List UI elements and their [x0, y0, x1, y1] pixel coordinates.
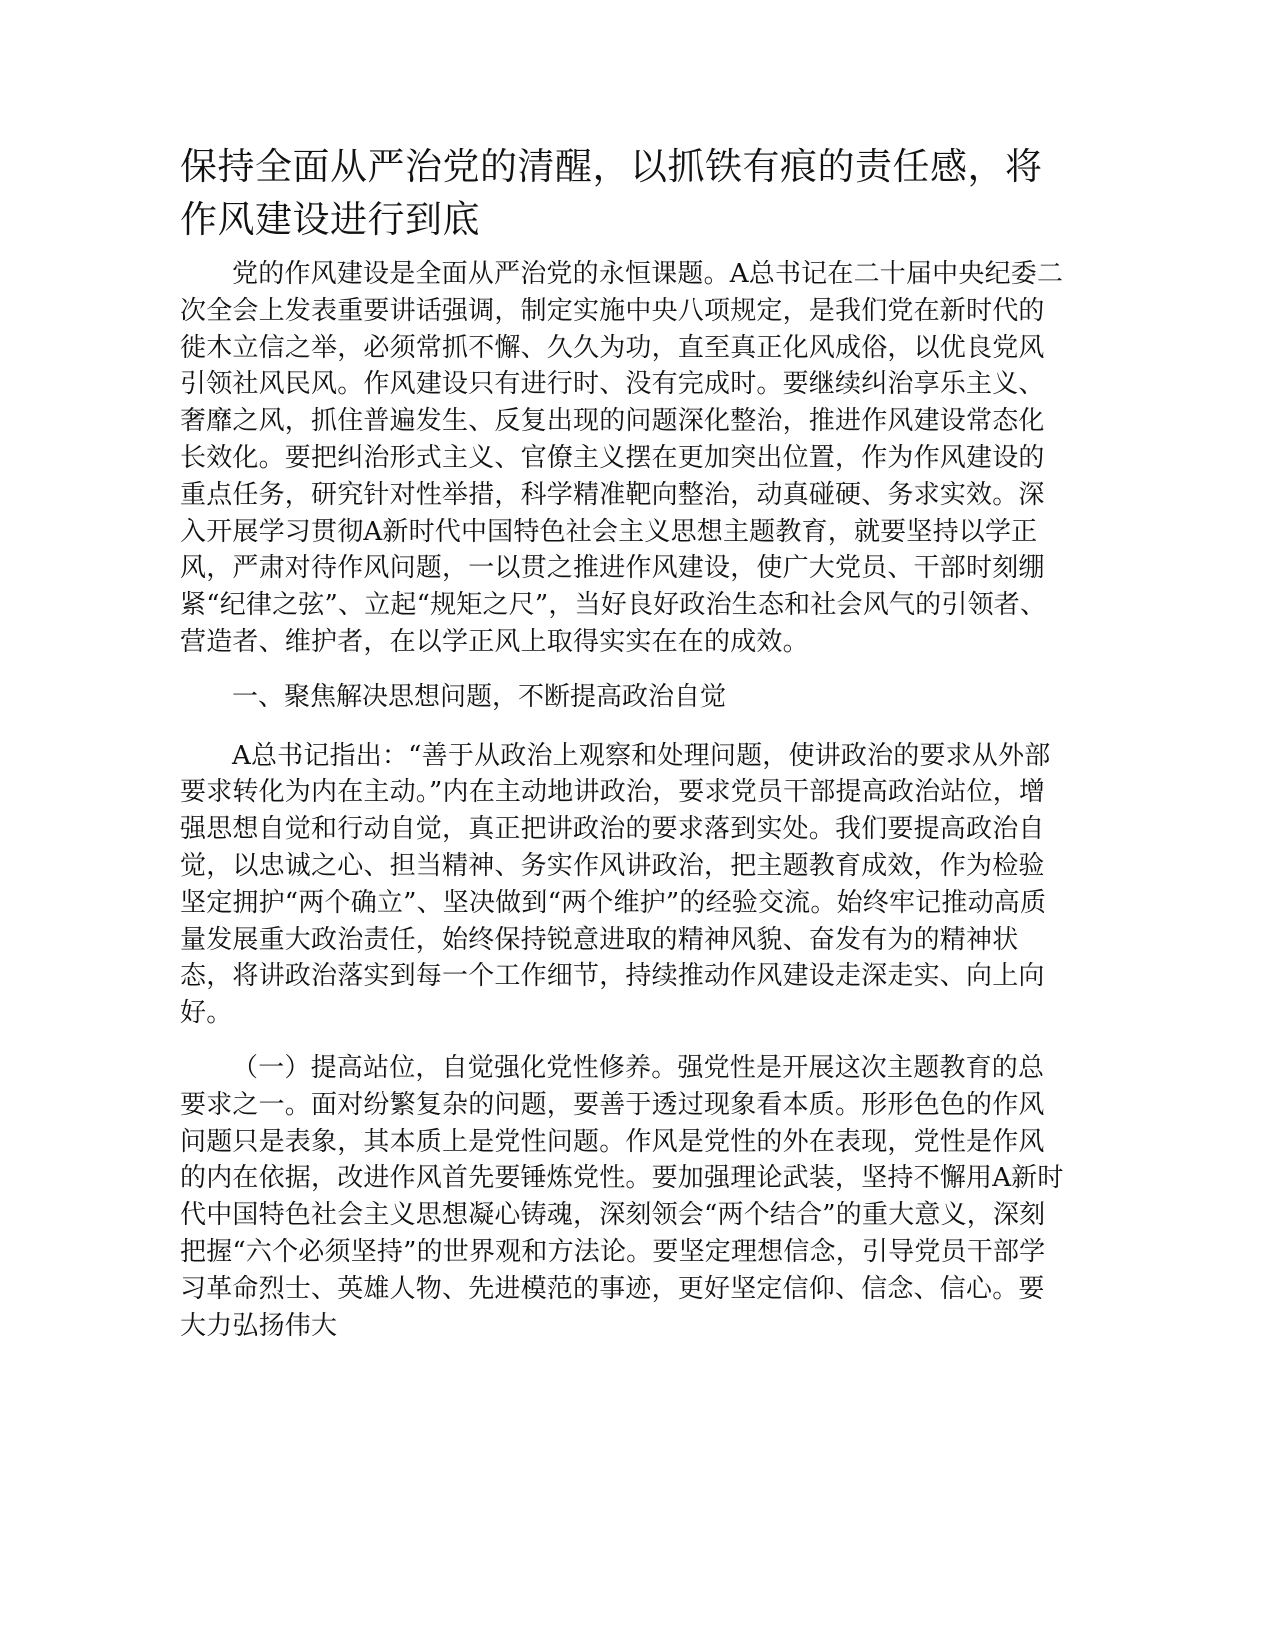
section-heading-1: 一、聚焦解决思想问题，不断提高政治自觉 — [232, 681, 727, 712]
intro-paragraph: 党的作风建设是全面从严治党的永恒课题。A总书记在二十届中央纪委二次全会上发表重要讲话强调，制定实施中央八项规定，是我们党在新时代的徙木立信之举，必须常抓不懈、久久为功，直至真正化风成俗，以优良党风引领社风民风。作风建设只有进行时、没有完成时。要继续纠治享乐主义、奢靡之风，抓住普遍发生、反复出现的问题深化整治，推进作风建设常态化长效化。要把纠治形式主义、官僚主义摆在更加突出位置，作为作风建设的重点任务，研究针对性举措，科学精准靶向整治，动真碰硬、务求实效。深入开展学习贯彻A新时代中国特色社会主义思想主题教育，就要坚持以学正风，严肃对待作风问题，一以贯之推进作风建设，使广大党员、干部时刻绷紧“纪律之弦”、立起“规矩之尺”，当好良好政治生态和社会风气的引领者、营造者、维护者，在以学正风上取得实实在在的成效。 — [180, 259, 1064, 657]
document-title: 保持全面从严治党的清醒，以抓铁有痕的责任感，将作风建设进行到底 — [180, 145, 1043, 241]
subsection-1-paragraph: （一）提高站位，自觉强化党性修养。强党性是开展这次主题教育的总要求之一。面对纷繁复杂的问题，要善于透过现象看本质。形形色色的作风问题只是表象，其本质上是党性问题。作风是党性的外在表现，党性是作风的内在依据，改进作风首先要锤炼党性。要加强理论武装，坚持不懈用A新时代中国特色社会主义思想凝心铸魂，深刻领会“两个结合”的重大意义，深刻把握“六个必须坚持”的世界观和方法论。要坚定理想信念，引导党员干部学习革命烈士、英雄人物、先进模范的事迹，更好坚定信仰、信念、信心。要大力弘扬伟大 — [180, 1052, 1064, 1341]
section-1-paragraph: A总书记指出：“善于从政治上观察和处理问题，使讲政治的要求从外部要求转化为内在主动。”内在主动地讲政治，要求党员干部提高政治站位，增强思想自觉和行动自觉，真正把讲政治的要求落到实处。我们要提高政治自觉，以忠诚之心、担当精神、务实作风讲政治，把主题教育成效，作为检验坚定拥护“两个确立”、坚决做到“两个维护”的经验交流。始终牢记推动高质量发展重大政治责任，始终保持锐意进取的精神风貌、奋发有为的精神状态，将讲政治落实到每一个工作细节，持续推动作风建设走深走实、向上向好。 — [180, 740, 1051, 1029]
document-page — [180, 140, 1065, 1362]
